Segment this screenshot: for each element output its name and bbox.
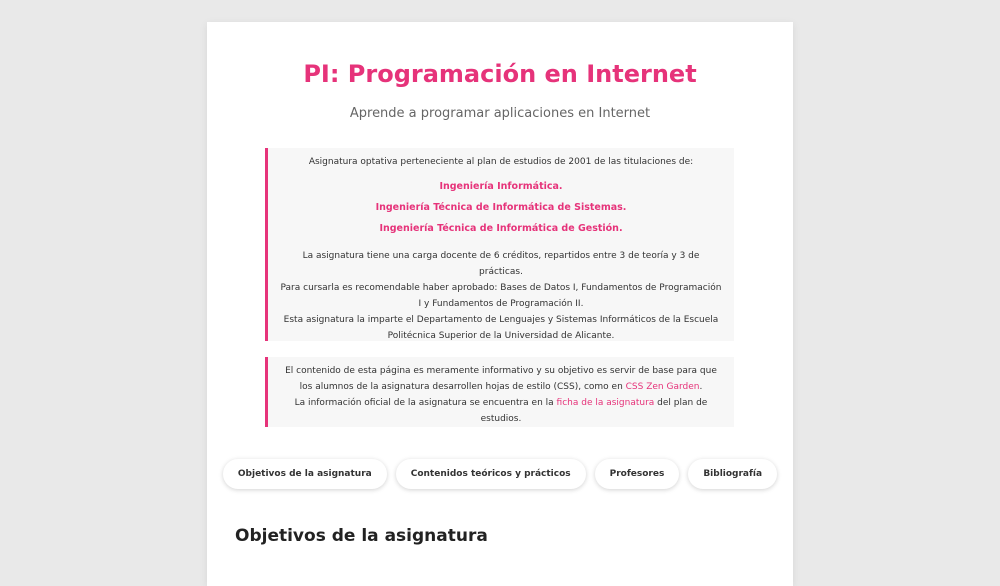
notice-text-1: El contenido de esta página es meramente informativo y su objetivo es servir de base para que los alumnos de la asignatura desarrollen hojas de estilo (CSS), como en bbox=[285, 366, 717, 392]
main-card bbox=[207, 22, 793, 586]
section-nav bbox=[207, 459, 793, 489]
page-title: PI: Programación en Internet bbox=[303, 60, 697, 88]
nav-contenidos[interactable]: Contenidos teóricos y prácticos bbox=[396, 459, 586, 489]
notice-line-1 bbox=[280, 363, 722, 395]
page-subtitle: Aprende a programar aplicaciones en Internet bbox=[349, 106, 651, 121]
notice-text-2: La información oficial de la asignatura se encuentra en la bbox=[294, 398, 557, 408]
degree-informatica: Ingeniería Informática. bbox=[439, 181, 563, 192]
css-zen-garden-link[interactable]: CSS Zen Garden bbox=[625, 382, 700, 392]
intro-lead: Asignatura optativa perteneciente al plan de estudios de 2001 de las titulaciones de: bbox=[308, 157, 694, 167]
intro-department: Esta asignatura la imparte el Departamento de Lenguajes y Sistemas Informáticos de la Escuela Politécnica Superior de la Universidad de Alicante. bbox=[283, 315, 719, 341]
nav-objetivos[interactable]: Objetivos de la asignatura bbox=[223, 459, 387, 489]
intro-prerequisites: Para cursarla es recomendable haber aprobado: Bases de Datos I, Fundamentos de Programación I y Fundamentos de Programación II. bbox=[280, 283, 722, 309]
nav-bibliografia[interactable]: Bibliografía bbox=[688, 459, 777, 489]
notice-text-2-end: del plan de estudios. bbox=[480, 398, 708, 424]
notice-line-2 bbox=[280, 395, 722, 427]
degree-gestion: Ingeniería Técnica de Informática de Gestión. bbox=[379, 223, 623, 234]
section-title-objetivos: Objetivos de la asignatura bbox=[235, 526, 488, 546]
degree-sistemas: Ingeniería Técnica de Informática de Sistemas. bbox=[375, 202, 627, 213]
ficha-asignatura-link[interactable]: ficha de la asignatura bbox=[556, 398, 655, 408]
intro-credits: La asignatura tiene una carga docente de 6 créditos, repartidos entre 3 de teoría y 3 de prácticas. bbox=[302, 251, 700, 277]
notice-text-1-end: . bbox=[699, 382, 703, 392]
intro-box bbox=[265, 148, 734, 341]
notice-box bbox=[265, 357, 734, 427]
nav-profesores[interactable]: Profesores bbox=[595, 459, 680, 489]
